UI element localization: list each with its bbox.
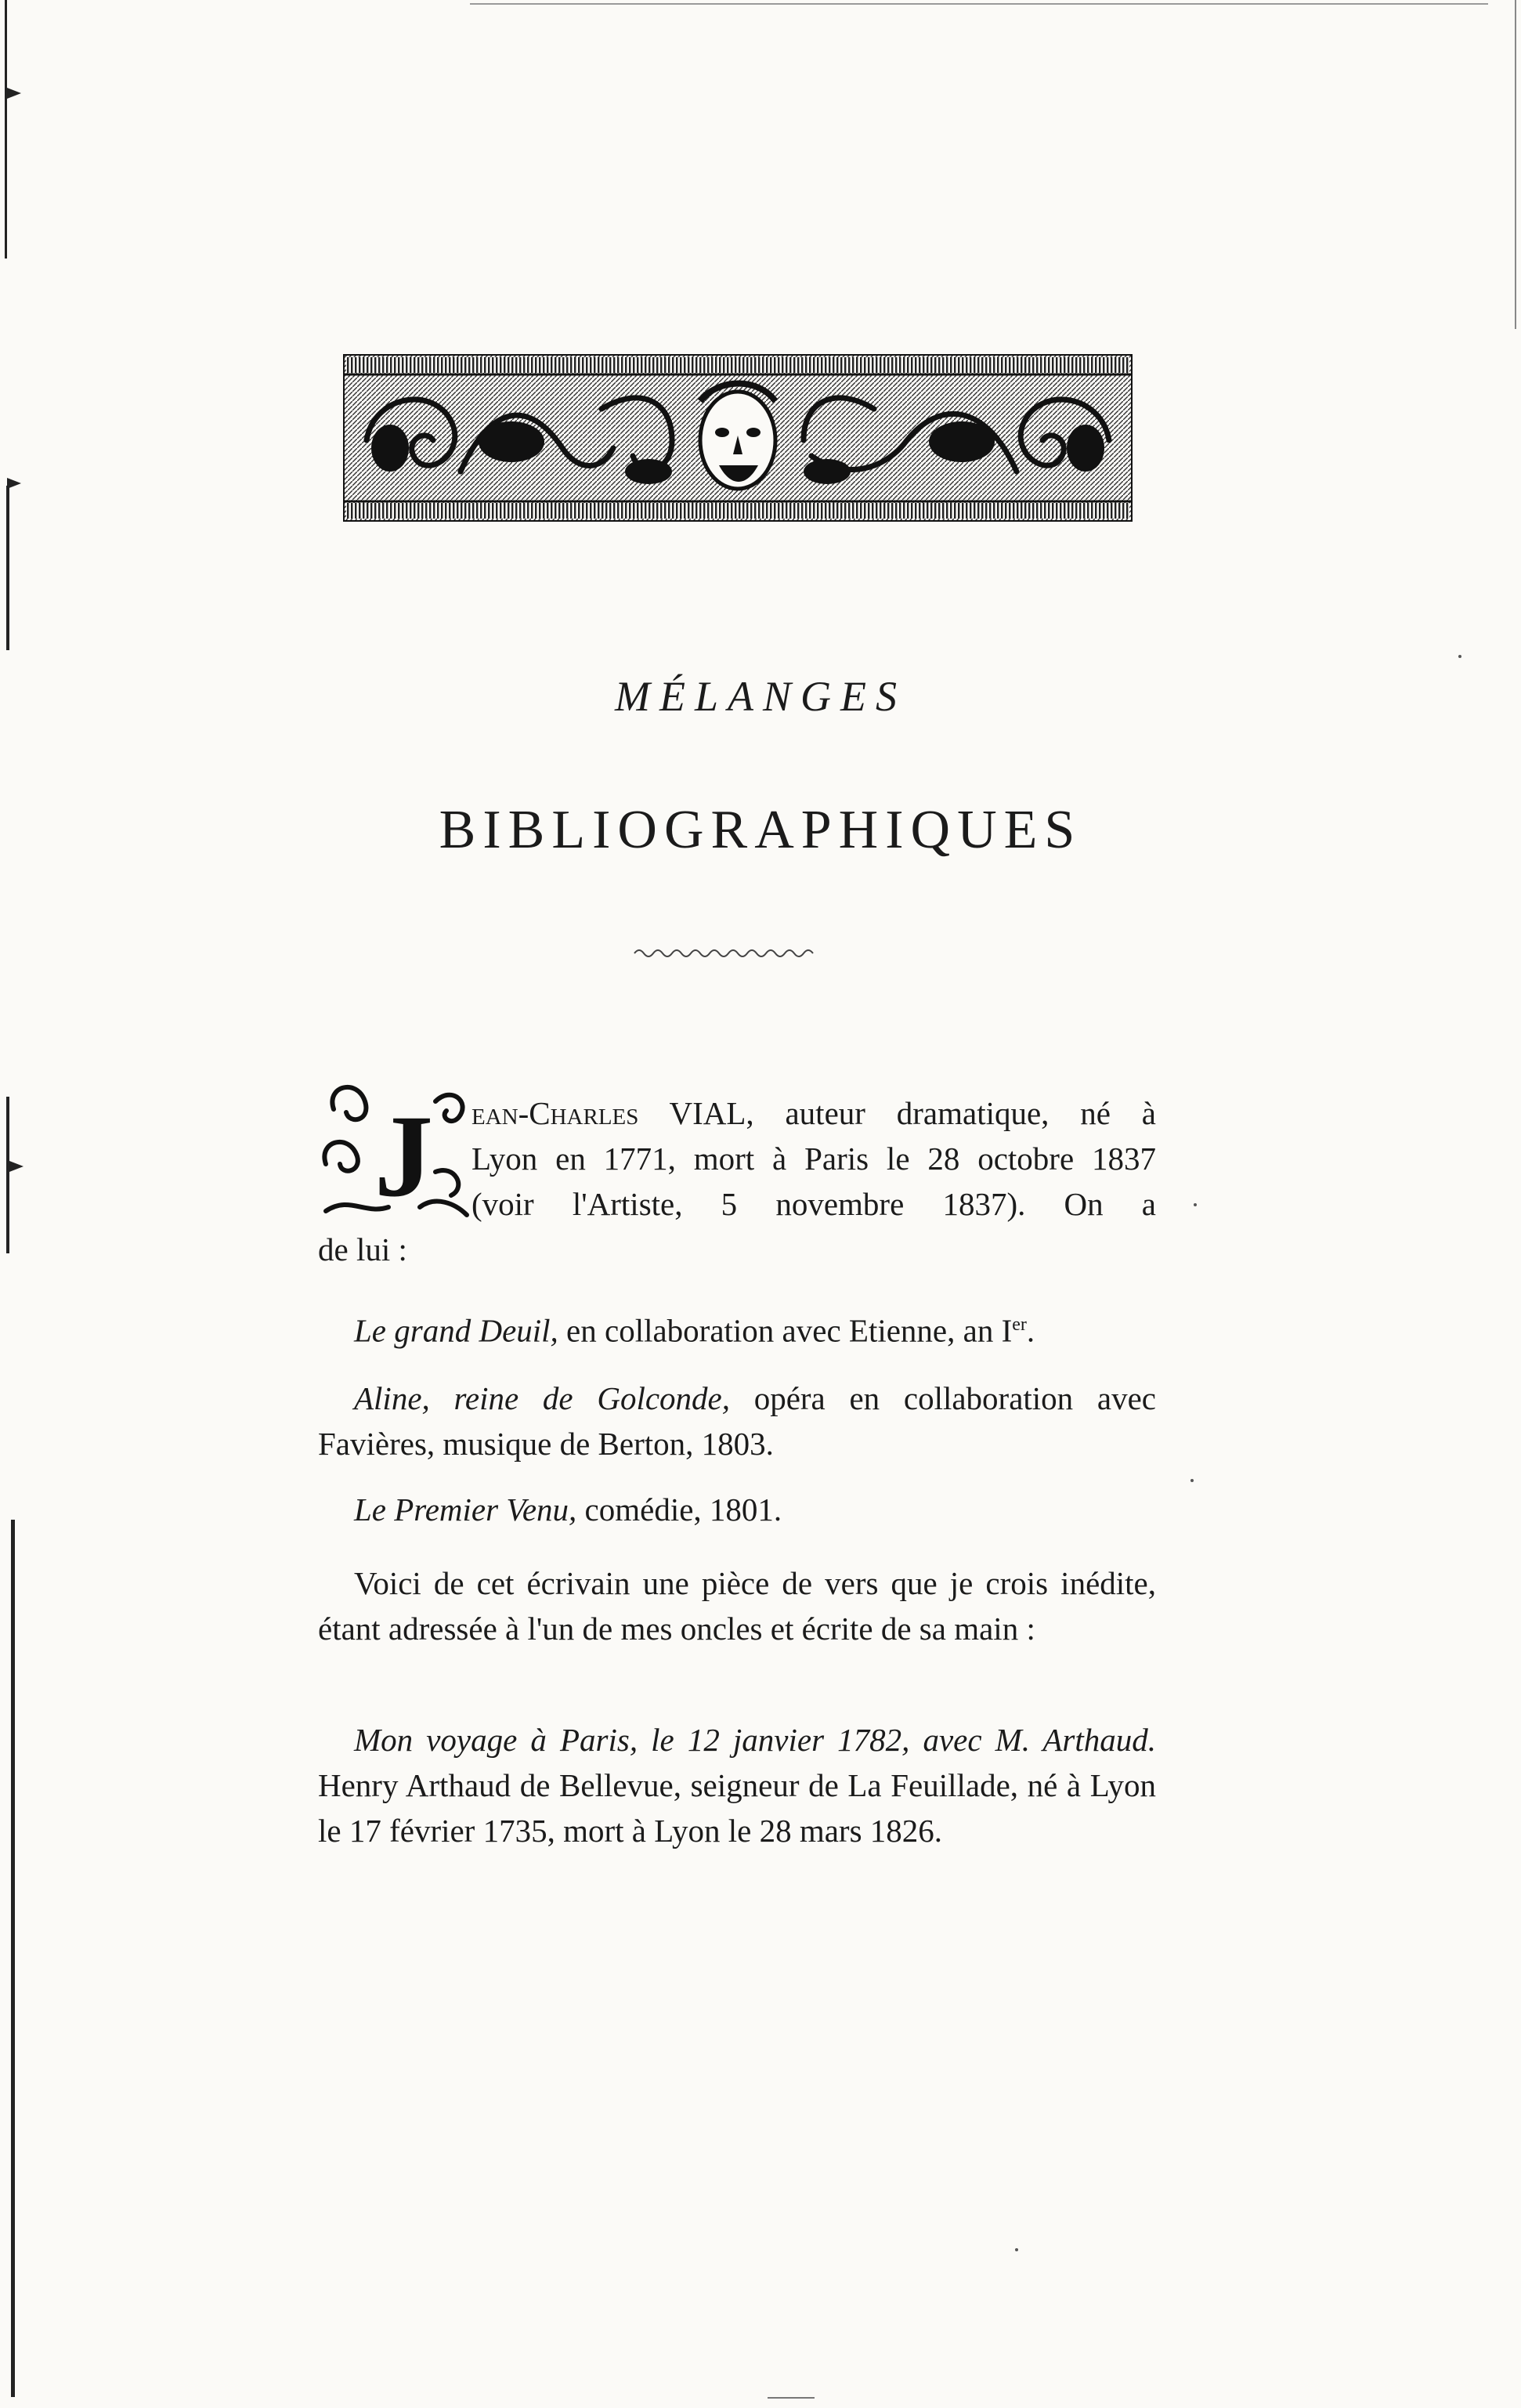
left-edge-line-4: [11, 1520, 15, 2397]
left-edge-line: [5, 0, 7, 259]
entry-title: Le grand Deuil,: [354, 1312, 558, 1349]
entry-text: comédie, 1801.: [576, 1491, 782, 1528]
entry-grand-deuil: [318, 1302, 1156, 1354]
voici-paragraph: Voici de cet écrivain une pièce de vers que je crois inédite, étant adressée à l'un de mes oncles et écrite de sa main :: [318, 1565, 1156, 1647]
entry-title: Aline, reine de Golconde,: [354, 1380, 730, 1416]
intro-paragraph: [318, 1090, 1156, 1272]
intro-line-4: de lui :: [318, 1231, 407, 1267]
top-edge-rule: [470, 3, 1488, 5]
intro-line-1: [318, 1090, 1156, 1136]
separator-ornament: [633, 946, 818, 960]
left-edge-line-2: [6, 486, 9, 650]
paper-speck: [1458, 655, 1461, 658]
entry-aline: [318, 1376, 1156, 1466]
ornamental-headpiece: [343, 354, 1133, 522]
paper-speck: [1015, 2248, 1018, 2251]
voyage-paragraph: [318, 1717, 1156, 1853]
voyage-text: Henry Arthaud de Bellevue, seigneur de La Feuillade, né à Lyon le 17 février 1735, mort à Lyon le 28 mars 1826.: [318, 1767, 1156, 1849]
entry-text: en collaboration avec Etienne, an I: [558, 1312, 1013, 1349]
entry-text: opéra en collaboration avec Favières, musique de Berton, 1803.: [318, 1380, 1156, 1462]
bottom-edge-rule: [768, 2397, 815, 2399]
intro-line-3: (voir l'Artiste, 5 novembre 1837). On a: [471, 1186, 1156, 1222]
paper-speck: [1194, 1203, 1197, 1206]
entry-title: Le Premier Venu,: [354, 1491, 577, 1528]
left-edge-tick: [7, 478, 21, 489]
intro-name-caps: ean-Charles: [471, 1095, 639, 1131]
left-edge-line-3: [6, 1097, 9, 1253]
voyage-title: Mon voyage à Paris, le 12 janvier 1782, avec M. Arthaud.: [354, 1722, 1156, 1758]
entry-end: .: [1026, 1312, 1035, 1349]
dropcap-letter: J: [374, 1091, 433, 1219]
title-melanges: MÉLANGES: [615, 673, 906, 720]
intro-line-2: Lyon en 1771, mort à Paris le 28 octobre 1837: [471, 1141, 1156, 1177]
left-edge-tick: [9, 1161, 23, 1172]
paper-speck: [1190, 1479, 1194, 1482]
entry-premier-venu: [318, 1487, 1156, 1532]
right-edge-line: [1515, 0, 1516, 329]
intro-line-1-rest: VIAL, auteur dramatique, né à: [638, 1095, 1156, 1131]
entry-superscript: er: [1012, 1314, 1027, 1335]
left-edge-tick: [7, 88, 21, 99]
title-bibliographiques: BIBLIOGRAPHIQUES: [439, 800, 1082, 860]
